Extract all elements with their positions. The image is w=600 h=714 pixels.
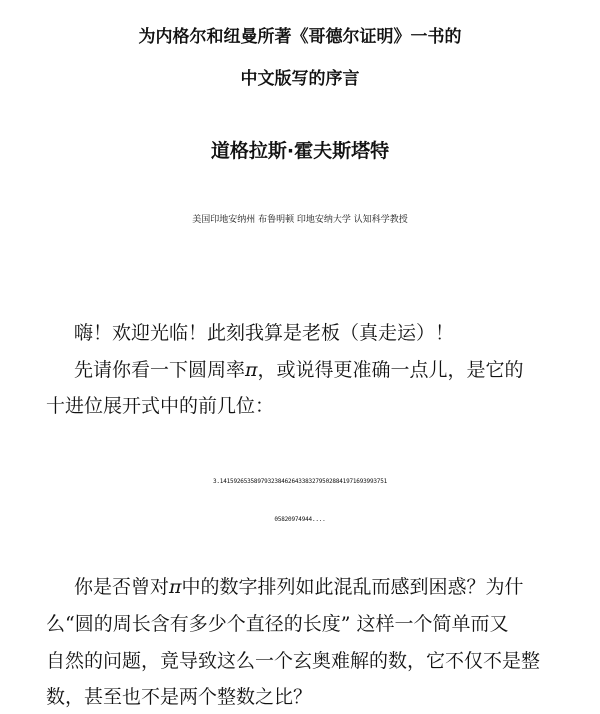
paragraph-3-line-3: 自然的问题，竟导致这么一个玄奥难解的数，它不仅不是整 bbox=[46, 650, 541, 672]
paragraph-2-line-1 bbox=[74, 357, 524, 383]
pi-digits-line-2: 05820974944.... bbox=[274, 516, 326, 523]
paragraph-2-line-1-pre: 先请你看一下圆周率 bbox=[74, 359, 246, 381]
paragraph-3-line-1-post: 中的数字排列如此混乱而感到困惑？为什 bbox=[181, 576, 524, 598]
pi-symbol: π bbox=[245, 359, 258, 381]
greeting-paragraph: 嗨！欢迎光临！此刻我算是老板（真走运）！ bbox=[74, 322, 455, 344]
pi-digits-main: 3.14159265358979323846264338327950288419716939937 bbox=[212, 478, 381, 485]
paragraph-3-line-4: 数，甚至也不是两个整数之比？ bbox=[46, 686, 313, 708]
paragraph-3-line-2: 么“圆的周长含有多少个直径的长度” 这样一个简单而又 bbox=[46, 613, 509, 635]
paragraph-2-line-2: 十进位展开式中的前几位： bbox=[46, 395, 275, 417]
author-name: 道格拉斯·霍夫斯塔特 bbox=[210, 140, 390, 162]
paragraph-2-line-1-post: ，或说得更准确一点儿，是它的 bbox=[257, 359, 524, 381]
paragraph-3-line-1-pre: 你是否曾对 bbox=[74, 576, 170, 598]
paragraph-3-line-1 bbox=[74, 574, 524, 600]
title-line-1: 为内格尔和纽曼所著《哥德尔证明》一书的 bbox=[138, 27, 462, 47]
pi-digits-line-1 bbox=[0, 470, 600, 494]
pi-digits-tail: 51 bbox=[380, 478, 388, 485]
pi-symbol: π bbox=[169, 576, 182, 598]
title-line-2: 中文版写的序言 bbox=[240, 69, 360, 89]
author-affiliation: 美国印地安纳州 布鲁明顿 印地安纳大学 认知科学教授 bbox=[192, 215, 408, 225]
